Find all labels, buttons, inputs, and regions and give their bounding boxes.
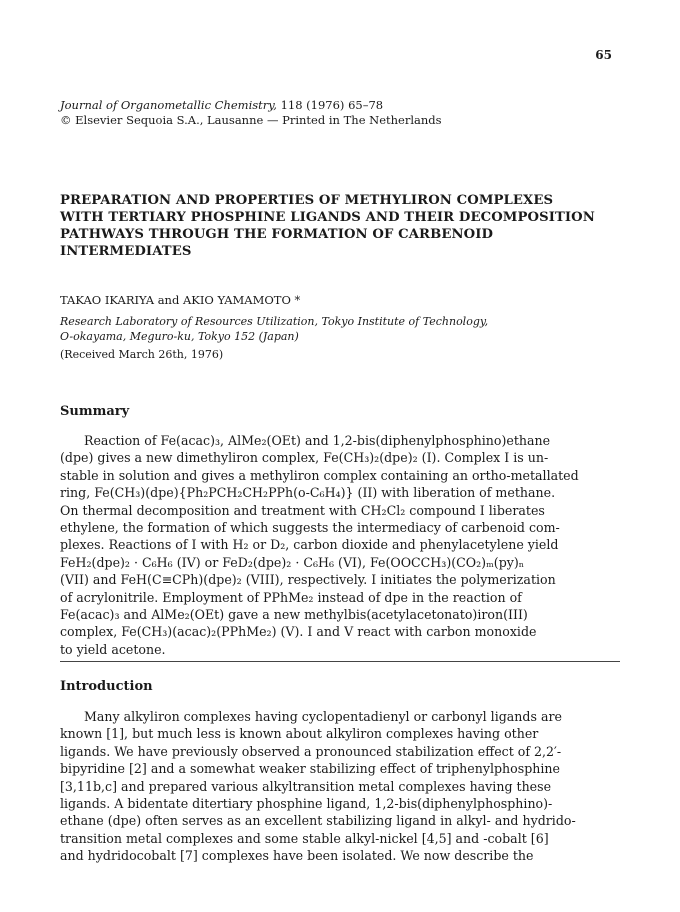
summary-heading: Summary: [60, 404, 130, 419]
article-title: [60, 192, 630, 260]
title-line: INTERMEDIATES: [60, 244, 192, 259]
affiliation-line: O-okayama, Meguro-ku, Tokyo 152 (Japan): [60, 330, 299, 343]
journal-header: [60, 98, 620, 128]
intro-line: ligands. We have previously observed a pronounced stabilization effect of 2,2′-: [60, 743, 562, 759]
summary-line: to yield acetone.: [60, 641, 166, 657]
intro-line: ethane (dpe) often serves as an excellent stabilizing ligand in alkyl- and hydrido-: [60, 813, 576, 829]
intro-line: bipyridine [2] and a somewhat weaker stabilizing effect of triphenylphosphine: [60, 761, 560, 777]
title-line: WITH TERTIARY PHOSPHINE LIGANDS AND THEIR DECOMPOSITION: [60, 210, 595, 225]
summary-line: stable in solution and gives a methyliron complex containing an ortho-metallated: [60, 467, 579, 483]
introduction-heading: Introduction: [60, 679, 153, 694]
intro-line: and hydridocobalt [7] complexes have been isolated. We now describe the: [60, 848, 534, 864]
intro-line: Many alkyliron complexes having cyclopentadienyl or carbonyl ligands are: [84, 709, 562, 724]
summary-line: (dpe) gives a new dimethyliron complex, Fe(CH₃)₂(dpe)₂ (I). Complex I is un-: [60, 450, 549, 466]
summary-line: FeH₂(dpe)₂ · C₆H₆ (IV) or FeD₂(dpe)₂ · C₆H₆ (VI), Fe(OOCCH₃)(CO₂)ₘ(py)ₙ: [60, 554, 525, 570]
affiliation-line: Research Laboratory of Resources Utilization, Tokyo Institute of Technology,: [60, 315, 489, 328]
summary-line: ethylene, the formation of which suggests the intermediacy of carbenoid com-: [60, 520, 560, 536]
page-number: 65: [595, 48, 612, 62]
affiliation: [60, 314, 620, 344]
section-divider: [60, 661, 620, 662]
summary-line: ring, Fe(CH₃)(dpe){Ph₂PCH₂CH₂PPh(o-C₆H₄)} (II) with liberation of methane.: [60, 485, 556, 501]
summary-line: On thermal decomposition and treatment with CH₂Cl₂ compound I liberates: [60, 502, 545, 518]
title-line: PATHWAYS THROUGH THE FORMATION OF CARBENOID: [60, 227, 494, 242]
summary-line: of acrylonitrile. Employment of PPhMe₂ instead of dpe in the reaction of: [60, 589, 522, 605]
title-line: PREPARATION AND PROPERTIES OF METHYLIRON COMPLEXES: [60, 193, 554, 208]
summary-text: [60, 432, 630, 658]
introduction-text: [60, 708, 630, 865]
journal-name: Journal of Organometallic Chemistry,: [60, 98, 277, 112]
received-date: (Received March 26th, 1976): [60, 348, 224, 361]
summary-line: (VII) and FeH(C≡CPh)(dpe)₂ (VIII), respectively. I initiates the polymerization: [60, 572, 556, 588]
summary-line: Fe(acac)₃ and AlMe₂(OEt) gave a new methylbis(acetylacetonato)iron(III): [60, 607, 528, 623]
authors: TAKAO IKARIYA and AKIO YAMAMOTO *: [60, 293, 301, 307]
summary-line: Reaction of Fe(acac)₃, AlMe₂(OEt) and 1,2-bis(diphenylphosphino)ethane: [84, 433, 551, 448]
summary-line: plexes. Reactions of I with H₂ or D₂, carbon dioxide and phenylacetylene yield: [60, 537, 559, 553]
intro-line: [3,11b,c] and prepared various alkyltransition metal complexes having these: [60, 778, 552, 794]
intro-line: known [1], but much less is known about alkyliron complexes having other: [60, 726, 539, 742]
intro-line: transition metal complexes and some stable alkyl-nickel [4,5] and -cobalt [6]: [60, 830, 549, 846]
summary-line: complex, Fe(CH₃)(acac)₂(PPhMe₂) (V). I and V react with carbon monoxide: [60, 624, 537, 640]
publisher-line: © Elsevier Sequoia S.A., Lausanne — Printed in The Netherlands: [60, 113, 442, 127]
intro-line: ligands. A bidentate ditertiary phosphine ligand, 1,2-bis(diphenylphosphino)-: [60, 796, 553, 812]
journal-citation: [60, 98, 620, 113]
journal-volume: 118 (1976) 65–78: [280, 98, 384, 112]
